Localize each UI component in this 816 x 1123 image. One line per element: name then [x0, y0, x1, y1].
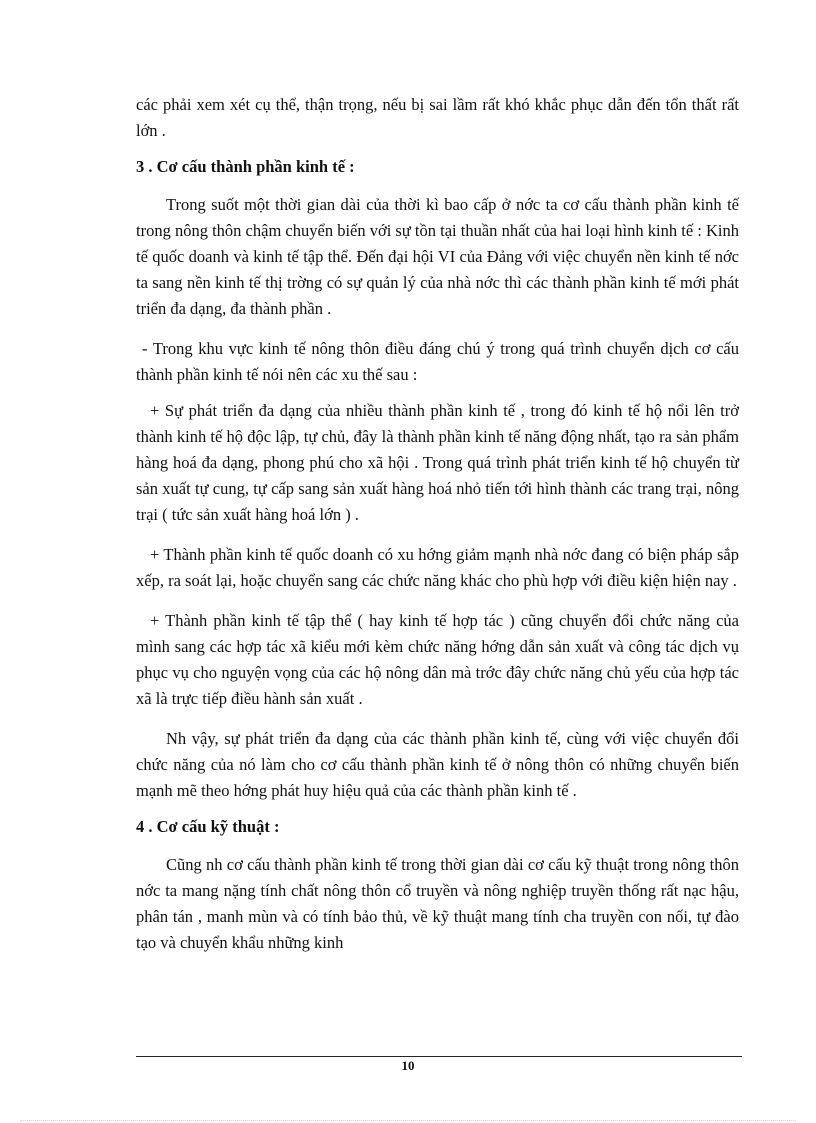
paragraph-3: - Trong khu vực kinh tế nông thôn điều đáng chú ý trong quá trình chuyển dịch cơ cấu thành phần kinh tế nói nên các xu thế sau :	[136, 339, 739, 384]
paragraph-1: các phải xem xét cụ thể, thận trọng, nếu bị sai lầm rất khó khắc phục dẫn đến tổn thất rất lớn .	[136, 95, 739, 140]
page-content	[136, 92, 739, 956]
paragraph-7: Nh vậy, sự phát triển đa dạng của các thành phần kinh tế, cùng với việc chuyển đổi chức năng của nó làm cho cơ cấu thành phần kinh tế ở nông thôn có những chuyển biến mạnh mẽ theo hớng phát huy hiệu quả của các thành phần kinh tế .	[136, 729, 739, 800]
page-number: 10	[401, 1058, 415, 1073]
page-bottom-border	[20, 1120, 796, 1121]
paragraph-6: + Thành phần kinh tế tập thể ( hay kinh tế hợp tác ) cũng chuyển đổi chức năng của mình sang các hợp tác xã kiểu mới kèm chức năng hớng dẫn sản xuất và công tác dịch vụ phục vụ cho nguyện vọng của các hộ nông dân mà trớc đây chức năng chủ yếu của hợp tác xã là trực tiếp điều hành sản xuất .	[136, 611, 739, 708]
paragraph-8: Cũng nh cơ cấu thành phần kinh tế trong thời gian dài cơ cấu kỹ thuật trong nông thôn nớc ta mang nặng tính chất nông thôn cổ truyền và nông nghiệp truyền thống rất nạc hậu, phân tán , manh mùn và có tính bảo thủ, về kỹ thuật mang tính cha truyền con nối, tự đào tạo và chuyển khẩu những kinh	[136, 855, 739, 952]
paragraph-5: + Thành phần kinh tế quốc doanh có xu hớng giảm mạnh nhà nớc đang có biện pháp sắp xếp, ra soát lại, hoặc chuyển sang các chức năng khác cho phù hợp với điều kiện hiện nay .	[136, 545, 739, 590]
section-heading-4: 4 . Cơ cấu kỹ thuật :	[136, 817, 280, 836]
paragraph-4: + Sự phát triển đa dạng của nhiều thành phần kinh tế , trong đó kinh tế hộ nổi lên trở thành kinh tế hộ độc lập, tự chủ, đây là thành phần kinh tế năng động nhất, tạo ra sản phẩm hàng hoá đa dạng, phong phú cho xã hội . Trong quá trình phát triển kinh tế hộ chuyển từ sản xuất tự cung, tự cấp sang sản xuất hàng hoá nhỏ tiến tới hình thành các trang trại, nông trại ( tức sản xuất hàng hoá lớn ) .	[136, 401, 739, 524]
footer-rule	[136, 1056, 742, 1057]
section-heading-3: 3 . Cơ cấu thành phần kinh tế :	[136, 157, 355, 176]
paragraph-2: Trong suốt một thời gian dài của thời kì bao cấp ở nớc ta cơ cấu thành phần kinh tế trong nông thôn chậm chuyển biến với sự tồn tại thuần nhất của hai loại hình kinh tế : Kinh tế quốc doanh và kinh tế tập thể. Đến đại hội VI của Đảng với việc chuyển nền kinh tế nớc ta sang nền kinh tế thị trờng có sự quản lý của nhà nớc thì các thành phần kinh tế mới phát triển đa dạng, đa thành phần .	[136, 195, 739, 318]
